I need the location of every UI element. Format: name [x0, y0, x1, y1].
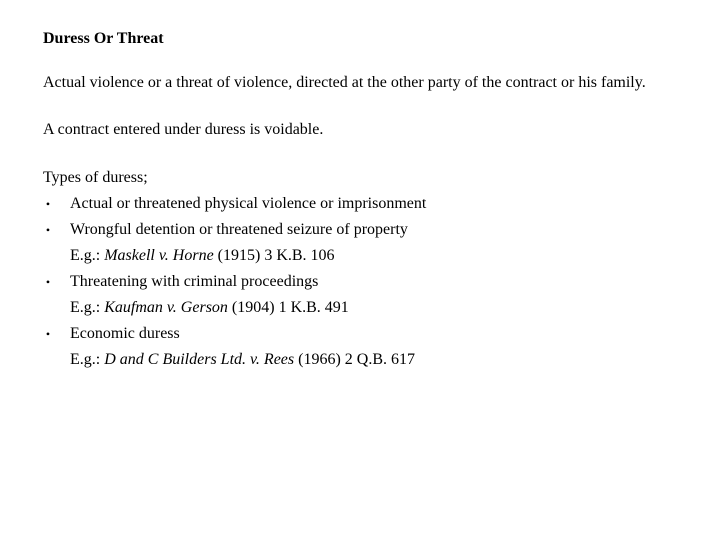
case-citation: (1904) 1 K.B. 491 [227, 299, 349, 316]
bullet-icon: • [45, 197, 51, 211]
list-item [43, 269, 683, 321]
bullet-icon: • [45, 223, 51, 237]
effect-paragraph: A contract entered under duress is voidable. [43, 121, 324, 138]
document-body [43, 28, 683, 373]
case-citation: (1966) 2 Q.B. 617 [294, 351, 416, 368]
duress-type-label: Economic duress [70, 325, 180, 342]
case-name: Maskell v. Horne [104, 247, 214, 264]
case-name: Kaufman v. Gerson [104, 299, 228, 316]
case-name: D and C Builders Ltd. v. Rees [104, 351, 295, 368]
types-heading: Types of duress; [43, 169, 148, 186]
duress-type-label: Threatening with criminal proceedings [70, 273, 319, 290]
case-example [70, 243, 683, 269]
example-prefix: E.g.: [70, 299, 105, 316]
definition-paragraph: Actual violence or a threat of violence, directed at the other party of the contract or his family. [43, 74, 646, 91]
case-citation: (1915) 3 K.B. 106 [213, 247, 335, 264]
example-prefix: E.g.: [70, 351, 105, 368]
duress-type-label: Wrongful detention or threatened seizure of property [70, 221, 408, 238]
list-item [43, 321, 683, 373]
bullet-icon: • [45, 275, 51, 289]
document-title: Duress Or Threat [43, 30, 164, 47]
case-example [70, 347, 683, 373]
duress-type-label: Actual or threatened physical violence or imprisonment [70, 195, 427, 212]
duress-types-list [43, 191, 683, 373]
case-example [70, 295, 683, 321]
bullet-icon: • [45, 327, 51, 341]
list-item [43, 191, 683, 217]
list-item [43, 217, 683, 269]
example-prefix: E.g.: [70, 247, 105, 264]
